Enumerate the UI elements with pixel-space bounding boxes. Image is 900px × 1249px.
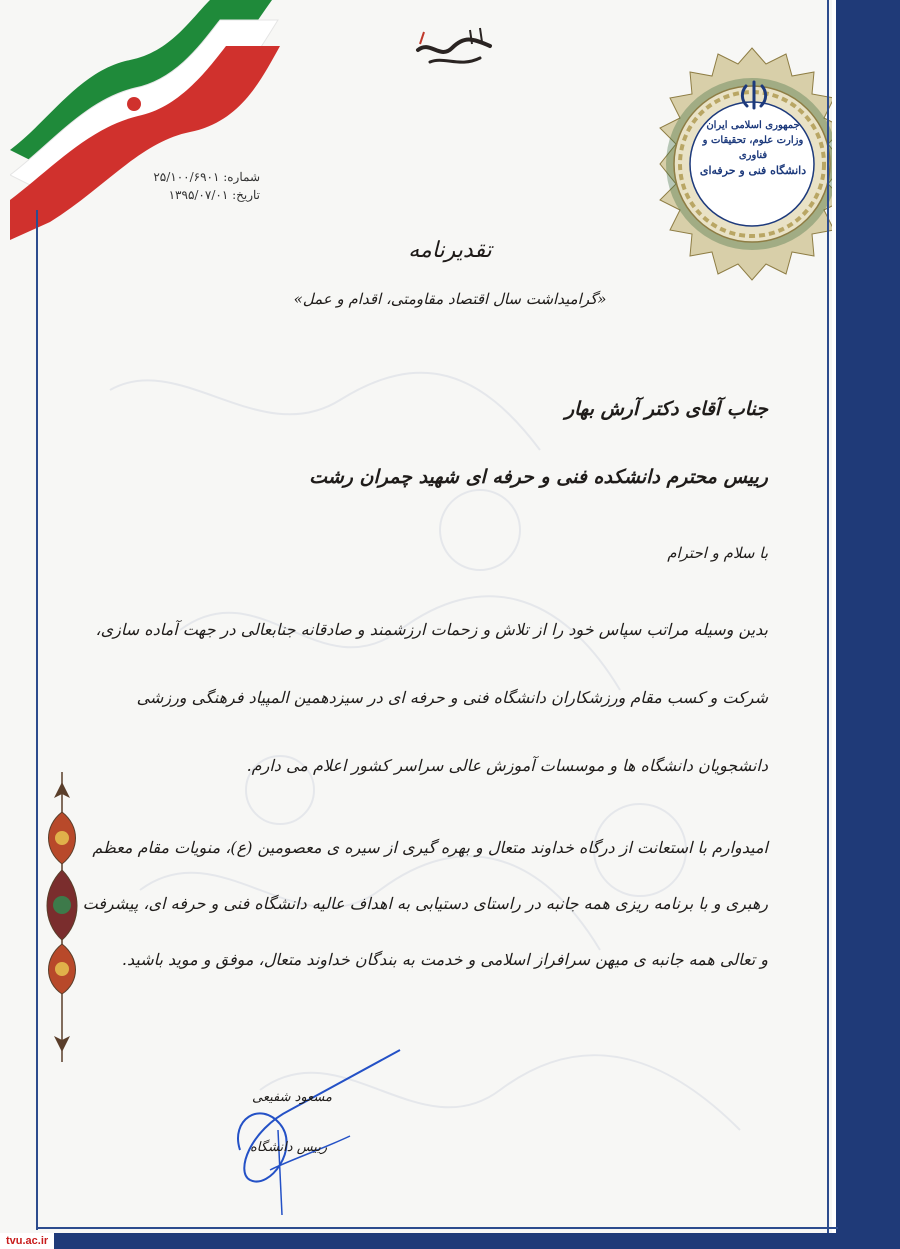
addressee-name: جناب آقای دکتر آرش بهار [564,398,768,420]
signatory-title: رییس دانشگاه [250,1140,328,1155]
signatory-name: مسعود شفیعی [252,1090,332,1105]
seal-line-ministry: وزارت علوم، تحقیقات و فناوری [702,135,804,161]
document-subtitle: «گرامیداشت سال اقتصاد مقاومتی، اقدام و عمل» [293,290,607,308]
left-border-line [36,210,38,1230]
right-border-thin-line [827,0,829,1249]
site-watermark-label: tvu.ac.ir [0,1233,54,1249]
bismillah-calligraphy [410,20,500,80]
right-border-band [836,0,900,1249]
bottom-border-line [38,1227,838,1229]
salutation: با سلام و احترام [667,544,768,562]
seal-line-university: دانشگاه فنی و حرفه‌ای [699,164,807,177]
addressee-position: رییس محترم دانشکده فنی و حرفه ای شهید چمران رشت [309,466,768,488]
letter-meta [120,168,260,204]
iran-emblem-icon [737,78,771,112]
decorative-ornament [38,772,86,1062]
bottom-border-band [0,1233,900,1249]
seal-line-country: جمهوری اسلامی ایران [706,120,800,131]
letter-number: شماره: ۲۵/۱۰۰/۶۹۰۱ [153,170,260,184]
seal-text-block [694,118,812,178]
signature-scribble [230,1040,410,1220]
body-paragraph-2: امیدوارم با استعانت از درگاه خداوند متعال و بهره گیری از سیره ی معصومین (ع)، منویات مقام معظم رهبری و با برنامه ریزی همه جانبه در راستای دستیابی به اهداف عالیه دانشگاه فنی و حرفه ای، پیشرفت و تعالی همه جانبه ی میهن سرافراز اسلامی و خدمت به بندگان خداوند متعال، موفق و موید باشید. [82,838,768,969]
document-title: تقدیرنامه [408,238,492,263]
iran-flag-ribbon [10,0,280,240]
body-paragraph-1: بدین وسیله مراتب سپاس خود را از تلاش و زحمات ارزشمند و صادقانه جنابعالی در جهت آماده سازی، شرکت و کسب مقام ورزشکاران دانشگاه فنی و حرفه ای در سیزدهمین المپیاد فرهنگی ورزشی دانشجویان دانشگاه ها و موسسات آموزش عالی سراسر کشور اعلام می دارم. [95,620,768,775]
letter-date: تاریخ: ۱۳۹۵/۰۷/۰۱ [168,188,260,202]
